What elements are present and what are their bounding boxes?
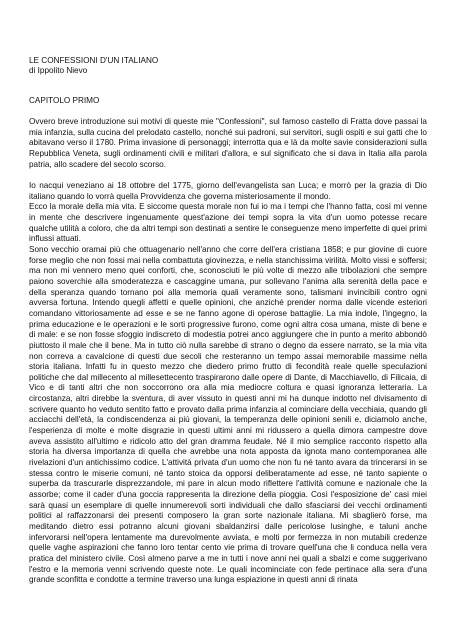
body-paragraph: Ecco la morale della mia vita. E siccome questa morale non fui io ma i tempi che l'hanno fatta, così mi venne in mente che descrivere ingenuamente quest'azione dei tempi sopra la vita d'un uomo potesse recare qualche utilità a coloro, che da altri tempi son destinati a sentire le conseguenze meno imperfette di quei primi influssi attuati.	[29, 202, 427, 244]
chapter-body	[29, 181, 427, 586]
body-paragraph: Sono vecchio oramai più che ottuagenario nell'anno che corre dell'era cristiana 1858; e pur giovine di cuore forse meglio che non fossi mai nella combattuta giovinezza, e nella stanchissima virilità. Molto vissi e soffersi; ma non mi vennero meno quei conforti, che, sconosciuti le più volte di mezzo alle tribolazioni che sempre paiono soverchie alla smoderatezza e cascaggine umana, pur sollevano l'anima alla serenità della pace e della speranza quando tornano poi alla memoria quali veramente sono, talismani invincibili contro ogni avversa fortuna. Intendo quegli affetti e quelle opinioni, che anziché prender norma dalle vicende esteriori comandano vittoriosamente ad esse e se ne fanno agone di operose battaglie. La mia indole, l'ingegno, la prima educazione e le operazioni e le sorti progressive furono, come ogni altra cosa umana, miste di bene e di male: e se non fosse sfoggio indiscreto di modestia potrei anco aggiungere che in punto a merito abbondò piuttosto il male che il bene. Ma in tutto ciò nulla sarebbe di strano o degno da essere narrato, se la mia vita non correva a cavalcione di questi due secoli che resteranno un tempo assai memorabile massime nella storia italiana. Infatti fu in questo mezzo che diedero primo frutto di fecondità reale quelle speculazioni politiche che dal millecento al millesettecento traspirarono dalle opere di Dante, di Macchiavello, di Filicaia, di Vico e di tanti altri che non soccorrono ora alla mia mediocre coltura e quasi ignoranza letteraria. La circostanza, altri direbbe la sventura, di aver vissuto in questi anni mi ha dunque indotto nel divisamento di scrivere quanto ho veduto sentito fatto e provato dalla prima infanzia al cominciare della vecchiaia, quando gli acciacchi dell'età, la condiscendenza ai più giovani, la temperanza delle opinioni senili e, diciamolo anche, l'esperienza di molte e molte disgrazie in questi ultimi anni mi ridussero a quella dimora campestre dove aveva assistito all'ultimo e ridicolo atto del gran dramma feudale. Né il mio semplice racconto rispetto alla storia ha diversa importanza di quella che avrebbe una nota apposta da ignota mano contemporanea alle rivelazioni d'un antichissimo codice. L'attività privata d'un uomo che non fu né tanto avara da trincerarsi in se stessa contro le miserie comuni, né tanto stoica da opporsi deliberatamente ad esse, né tanto sapiente o superba da trascurarle disprezzandole, mi pare in alcun modo riflettere l'attività comune e nazionale che la assorbe; come il cader d'una goccia rappresenta la direzione della pioggia. Così l'esposizione de' casi miei sarà quasi un esemplare di quelle innumerevoli sorti individuali che dallo sfasciarsi dei vecchi ordinamenti politici al raffazzonarsi dei presenti composero la gran sorte nazionale italiana. Mi sbaglierò forse, ma meditando dietro essi potranno alcuni giovani sbaldanzirsi dalle pericolose lusinghe, e taluni anche infervorarsi nell'opera lentamente ma durevolmente avviata, e molti por fermezza in non mutabili credenze quelle vaghe aspirazioni che fanno loro tentar cento vie prima di trovare quell'una che li conduca nella vera pratica del ministero civile. Così almeno parve a me in tutti i nove anni nei quali a sbalzi e come suggerivano l'estro e la memoria venni scrivendo queste note. Le quali incominciate con fede pertinace alla sera d'una grande sconfitta e condotte a termine traverso una lunga espiazione in questi anni di rinata	[29, 244, 427, 585]
book-title: LE CONFESSIONI D'UN ITALIANO	[29, 56, 159, 65]
author-line: di Ippolito Nievo	[29, 66, 88, 75]
chapter-heading: CAPITOLO PRIMO	[29, 96, 100, 105]
chapter-summary	[29, 117, 427, 170]
body-paragraph: Io nacqui veneziano ai 18 ottobre del 1775, giorno dell'evangelista san Luca; e morrò per la grazia di Dio italiano quando lo vorrà quella Provvidenza che governa misteriosamente il mondo.	[29, 181, 427, 201]
summary-paragraph: Ovvero breve introduzione sui motivi di queste mie "Confessioni", sul famoso castello di Fratta dove passai la mia infanzia, sulla cucina del prelodato castello, nonché sui padroni, sui servitori, sugli ospiti e sui gatti che lo abitavano verso il 1780. Prima invasione di personaggi; interrotta qua e là da molte savie considerazioni sulla Repubblica Veneta, sugli ordinamenti civili e militari d'allora, e sul significato che si dava in Italia alla parola patria, allo scadere del secolo scorso.	[29, 117, 427, 169]
